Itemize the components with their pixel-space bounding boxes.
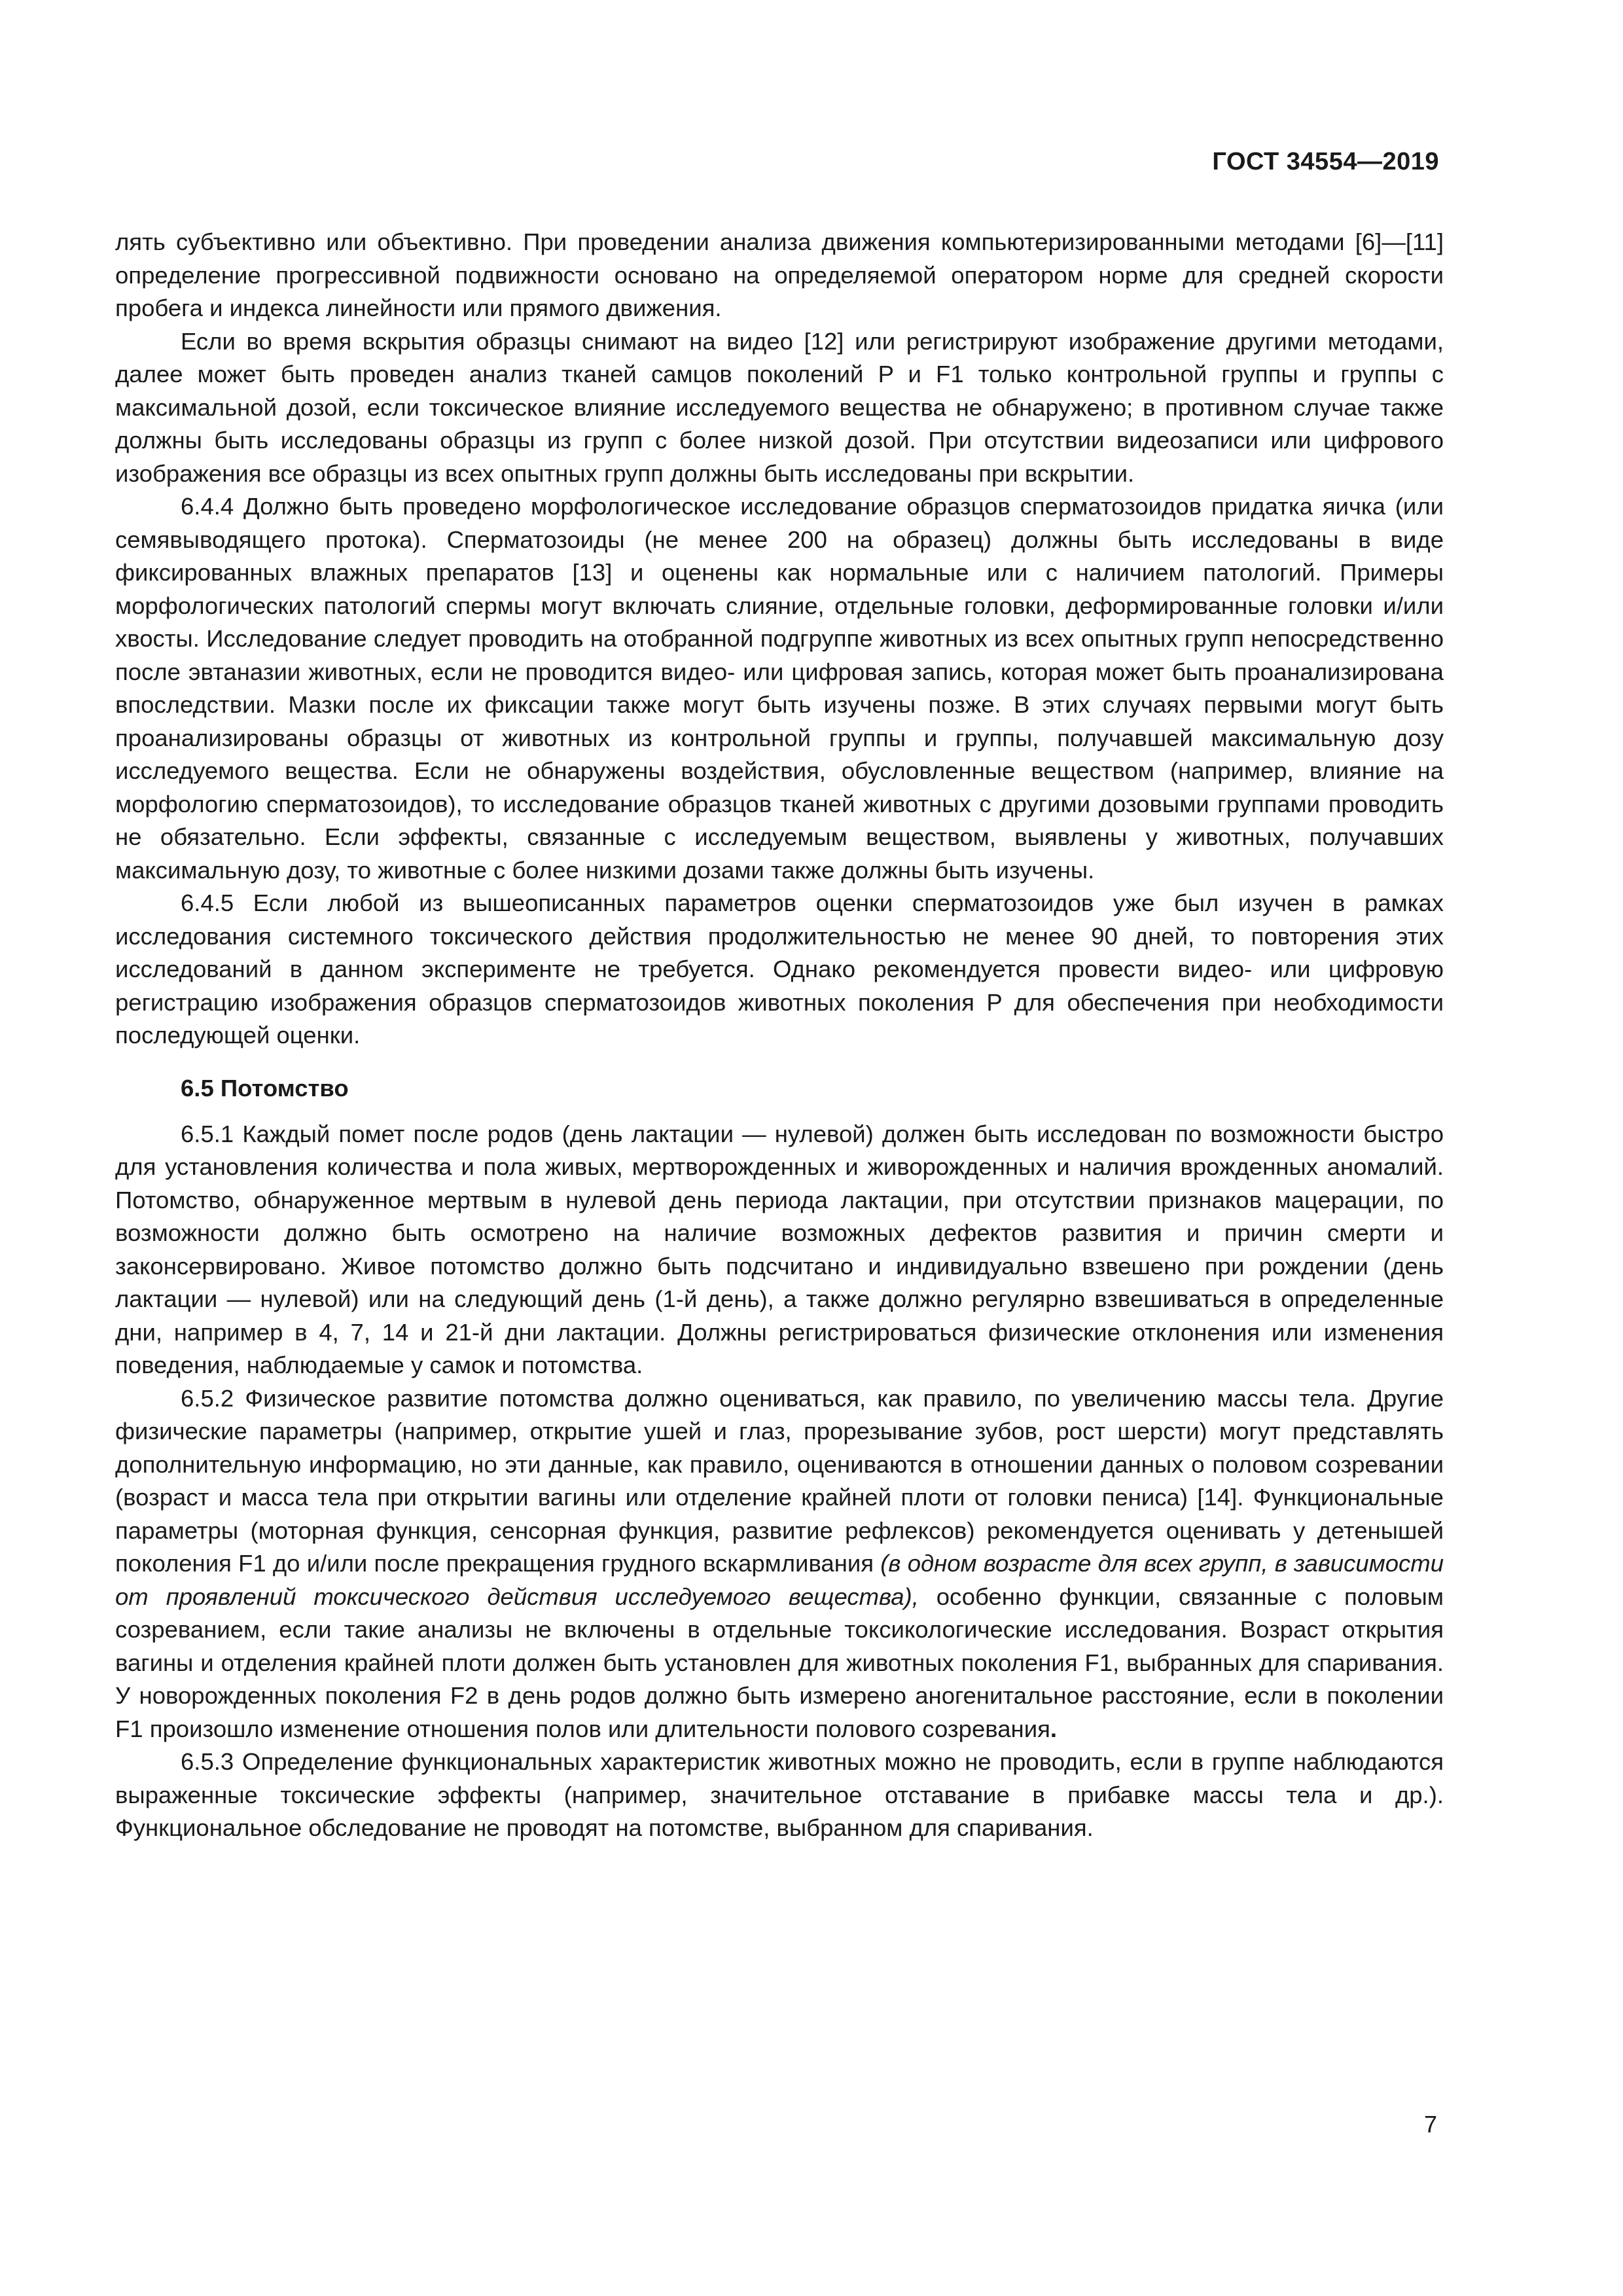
paragraph-6-5-2-part-b: особенно функции, связанные с половым созреванием, если такие анализы не включены в отдельные токсикологические исследования. Возраст открытия вагины и отделения крайней плоти должен быть установлен для животных поколения F1, выбранных для спаривания. У новорожденных поколения F2 в день родов должно быть измерено аногенитальное расстояние, если в поколении F1 произошло изменение отношения полов или длительности полового созревания <box>115 1583 1444 1742</box>
paragraph-6-5-1: 6.5.1 Каждый помет после родов (день лактации — нулевой) должен быть исследован по возможности быстро для установления количества и пола живых, мертворожденных и живорожденных и наличия врожденных аномалий. Потомство, обнаруженное мертвым в нулевой день периода лактации, при отсутствии признаков мацерации, по возможности должно быть осмотрено на наличие возможных дефектов развития и причин смерти и законсервировано. Живое потомство должно быть подсчитано и индивидуально взвешено при рождении (день лактации — нулевой) или на следующий день (1-й день), а также должно регулярно взвешиваться в определенные дни, например в 4, 7, 14 и 21-й дни лактации. Должны регистрироваться физические отклонения или изменения поведения, наблюдаемые у самок и потомства. <box>115 1120 1444 1378</box>
paragraph-6-5-2 <box>115 1382 1444 1746</box>
document-body <box>115 226 1444 1845</box>
document-header-id: ГОСТ 34554—2019 <box>1212 148 1439 175</box>
paragraph-6-4-5: 6.4.5 Если любой из вышеописанных параметров оценки сперматозоидов уже был изучен в рамках исследования системного токсического действия продолжительностью не менее 90 дней, то повторения этих исследований в данном эксперименте не требуется. Однако рекомендуется провести видео- или цифровую регистрацию изображения образцов сперматозоидов животных поколения P для обеспечения при необходимости последующей оценки. <box>115 889 1444 1049</box>
paragraph-6-5-2-part-a: 6.5.2 Физическое развитие потомства должно оцениваться, как правило, по увеличению массы тела. Другие физические параметры (например, открытие ушей и глаз, прорезывание зубов, рост шерсти) могут представлять дополнительную информацию, но эти данные, как правило, оцениваются в отношении данных о половом созревании (возраст и масса тела при открытии вагины или отделение крайней плоти от головки пениса) [14]. Функциональные параметры (моторная функция, сенсорная функция, развитие рефлексов) рекомендуется оценивать у детенышей поколения F1 до и/или после прекращения грудного вскармливания <box>115 1384 1444 1577</box>
paragraph-6-5-3: 6.5.3 Определение функциональных характеристик животных можно не проводить, если в группе наблюдаются выраженные токсические эффекты (например, значительное отставание в прибавке массы тела и др.). Функциональное обследование не проводят на потомстве, выбранном для спаривания. <box>115 1748 1444 1841</box>
page-number: 7 <box>1423 2111 1437 2138</box>
paragraph-video-recording: Если во время вскрытия образцы снимают на видео [12] или регистрируют изображение другими методами, далее может быть проведен анализ тканей самцов поколений P и F1 только контрольной группы и группы с максимальной дозой, если токсическое влияние исследуемого вещества не обнаружено; в противном случае также должны быть исследованы образцы из групп с более низкой дозой. При отсутствии видеозаписи или цифрового изображения все образцы из всех опытных групп должны быть исследованы при вскрытии. <box>115 327 1444 487</box>
section-heading-6-5: 6.5 Потомство <box>181 1074 349 1102</box>
paragraph-6-5-2-end: . <box>1050 1715 1058 1742</box>
paragraph-continuation: лять субъективно или объективно. При проведении анализа движения компьютеризированными методами [6]—[11] определение прогрессивной подвижности основано на определяемой оператором норме для средней скорости пробега и индекса линейности или прямого движения. <box>115 228 1444 321</box>
paragraph-6-5-2-italic: (в одном возрасте для всех групп, в зависимости от проявлений токсического действия исследуемого вещества), <box>115 1550 1444 1610</box>
paragraph-6-4-4: 6.4.4 Должно быть проведено морфологическое исследование образцов сперматозоидов придатка яичка (или семявыводящего протока). Сперматозоиды (не менее 200 на образец) должны быть исследованы в виде фиксированных влажных препаратов [13] и оценены как нормальные или с наличием патологий. Примеры морфологических патологий спермы могут включать слияние, отдельные головки, деформированные головки и/или хвосты. Исследование следует проводить на отобранной подгруппе животных из всех опытных групп непосредственно после эвтаназии животных, если не проводится видео- или цифровая запись, которая может быть проанализирована впоследствии. Мазки после их фиксации также могут быть изучены позже. В этих случаях первыми могут быть проанализированы образцы от животных из контрольной группы и группы, получавшей максимальную дозу исследуемого вещества. Если не обнаружены воздействия, обусловленные веществом (например, влияние на морфологию сперматозоидов), то исследование образцов тканей животных с другими дозовыми группами проводить не обязательно. Если эффекты, связанные с исследуемым веществом, выявлены у животных, получавших максимальную дозу, то животные с более низкими дозами также должны быть изучены. <box>115 493 1444 884</box>
